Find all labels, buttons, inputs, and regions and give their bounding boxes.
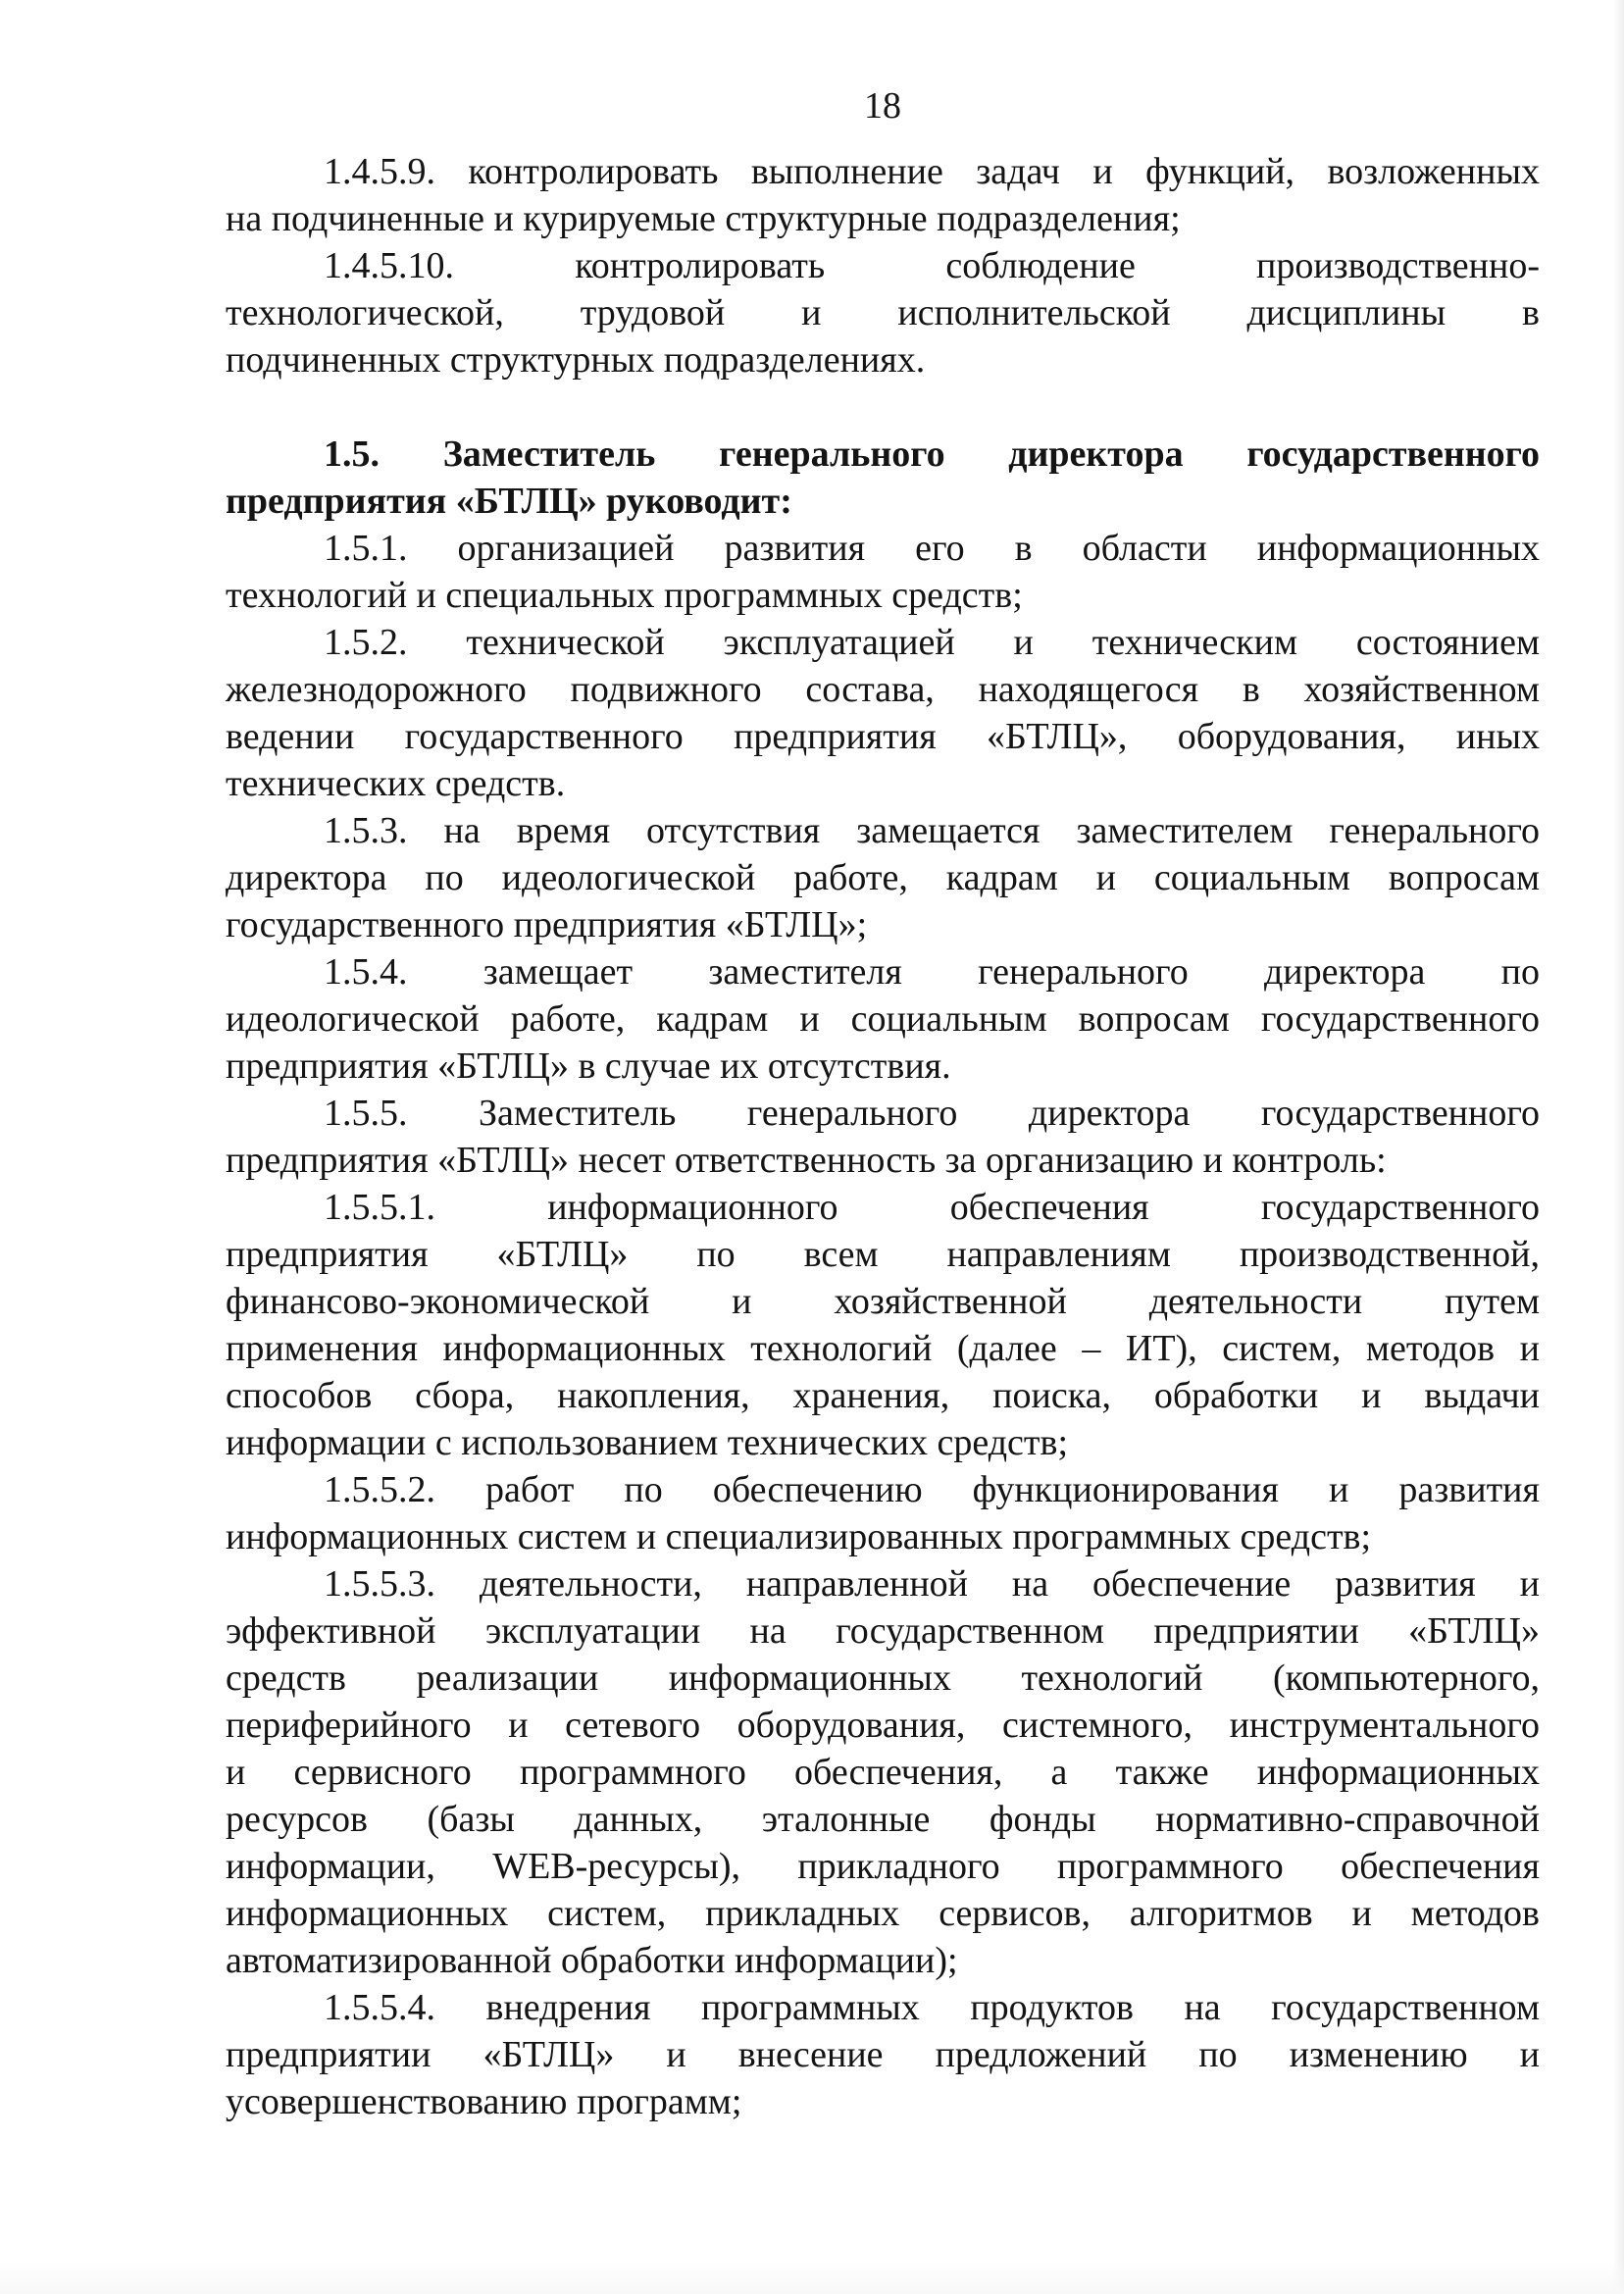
text-line: предприятия «БТЛЦ» руководит: [226, 481, 792, 522]
text-line: 1.5.5.3. деятельности, направленной на обеспечение развития и [324, 1563, 1540, 1605]
text-line: информационных систем, прикладных сервисов, алгоритмов и методов [226, 1893, 1540, 1934]
text-line: информации с использованием технических средств; [226, 1422, 1069, 1463]
text-line: 1.5.5.2. работ по обеспечению функционирования и развития [324, 1469, 1540, 1510]
text-line: технологий и специальных программных средств; [226, 575, 1023, 616]
text-line: 1.5. Заместитель генерального директора государственного [324, 433, 1540, 475]
text-line: ресурсов (базы данных, эталонные фонды нормативно-справочной [226, 1799, 1540, 1840]
scan-artifact-bottom-edge [0, 2261, 1624, 2294]
text-line: идеологической работе, кадрам и социальным вопросам государственного [226, 998, 1540, 1040]
paragraph [226, 242, 1540, 383]
page-number: 18 [864, 85, 901, 127]
text-line: периферийного и сетевого оборудования, системного, инструментального [226, 1705, 1540, 1746]
text-line: технических средств. [226, 763, 566, 804]
text-line: и сервисного программного обеспечения, а также информационных [226, 1752, 1540, 1793]
text-line: 1.5.5.1. информационного обеспечения государственного [324, 1187, 1540, 1228]
paragraph [226, 807, 1540, 948]
paragraph [226, 619, 1540, 807]
section-heading [226, 431, 1540, 525]
text-line: директора по идеологической работе, кадрам и социальным вопросам [226, 857, 1540, 898]
text-line: информации, WEB-ресурсы), прикладного программного обеспечения [226, 1846, 1540, 1887]
paragraph [226, 525, 1540, 619]
text-line: государственного предприятия «БТЛЦ»; [226, 904, 868, 945]
text-line: эффективной эксплуатации на государственном предприятии «БТЛЦ» [226, 1610, 1540, 1652]
text-line: 1.5.5.4. внедрения программных продуктов на государственном [324, 1987, 1540, 2028]
text-line: способов сбора, накопления, хранения, поиска, обработки и выдачи [226, 1375, 1540, 1416]
text-line: технологической, трудовой и исполнительской дисциплины в [226, 292, 1540, 333]
text-line: финансово-экономической и хозяйственной деятельности путем [226, 1281, 1540, 1322]
text-line: подчиненных структурных подразделениях. [226, 339, 926, 381]
text-line: предприятия «БТЛЦ» в случае их отсутствия. [226, 1045, 951, 1087]
paragraph [226, 1466, 1540, 1560]
paragraph [226, 1090, 1540, 1184]
text-line: автоматизированной обработки информации); [226, 1940, 958, 1981]
text-line: 1.5.3. на время отсутствия замещается заместителем генерального [324, 810, 1540, 851]
paragraph [226, 148, 1540, 242]
paragraph [226, 1984, 1540, 2125]
document-body [226, 148, 1540, 2125]
scan-artifact-right-edge [1613, 0, 1624, 2294]
text-line: 1.5.1. организацией развития его в области информационных [324, 528, 1540, 569]
text-line: 1.5.5. Заместитель генерального директора государственного [324, 1093, 1540, 1134]
text-line: информационных систем и специализированных программных средств; [226, 1516, 1372, 1557]
text-line: применения информационных технологий (далее – ИТ), систем, методов и [226, 1328, 1540, 1369]
text-line: железнодорожного подвижного состава, находящегося в хозяйственном [226, 669, 1540, 710]
paragraph [226, 1560, 1540, 1984]
text-line: 1.4.5.10. контролировать соблюдение производственно- [324, 245, 1540, 286]
text-line: на подчиненные и курируемые структурные подразделения; [226, 198, 1181, 239]
text-line: 1.5.4. замещает заместителя генерального директора по [324, 951, 1540, 993]
text-line: предприятия «БТЛЦ» несет ответственность за организацию и контроль: [226, 1140, 1387, 1181]
text-line: ведении государственного предприятия «БТЛЦ», оборудования, иных [226, 716, 1540, 757]
text-line: предприятия «БТЛЦ» по всем направлениям производственной, [226, 1234, 1540, 1275]
paragraph [226, 948, 1540, 1090]
text-line: 1.4.5.9. контролировать выполнение задач и функций, возложенных [324, 151, 1540, 192]
paragraph [226, 1184, 1540, 1466]
text-line: средств реализации информационных технологий (компьютерного, [226, 1657, 1540, 1699]
text-line: 1.5.2. технической эксплуатацией и техническим состоянием [324, 622, 1540, 663]
text-line: усовершенствованию программ; [226, 2081, 742, 2122]
text-line: предприятии «БТЛЦ» и внесение предложений по изменению и [226, 2034, 1540, 2075]
